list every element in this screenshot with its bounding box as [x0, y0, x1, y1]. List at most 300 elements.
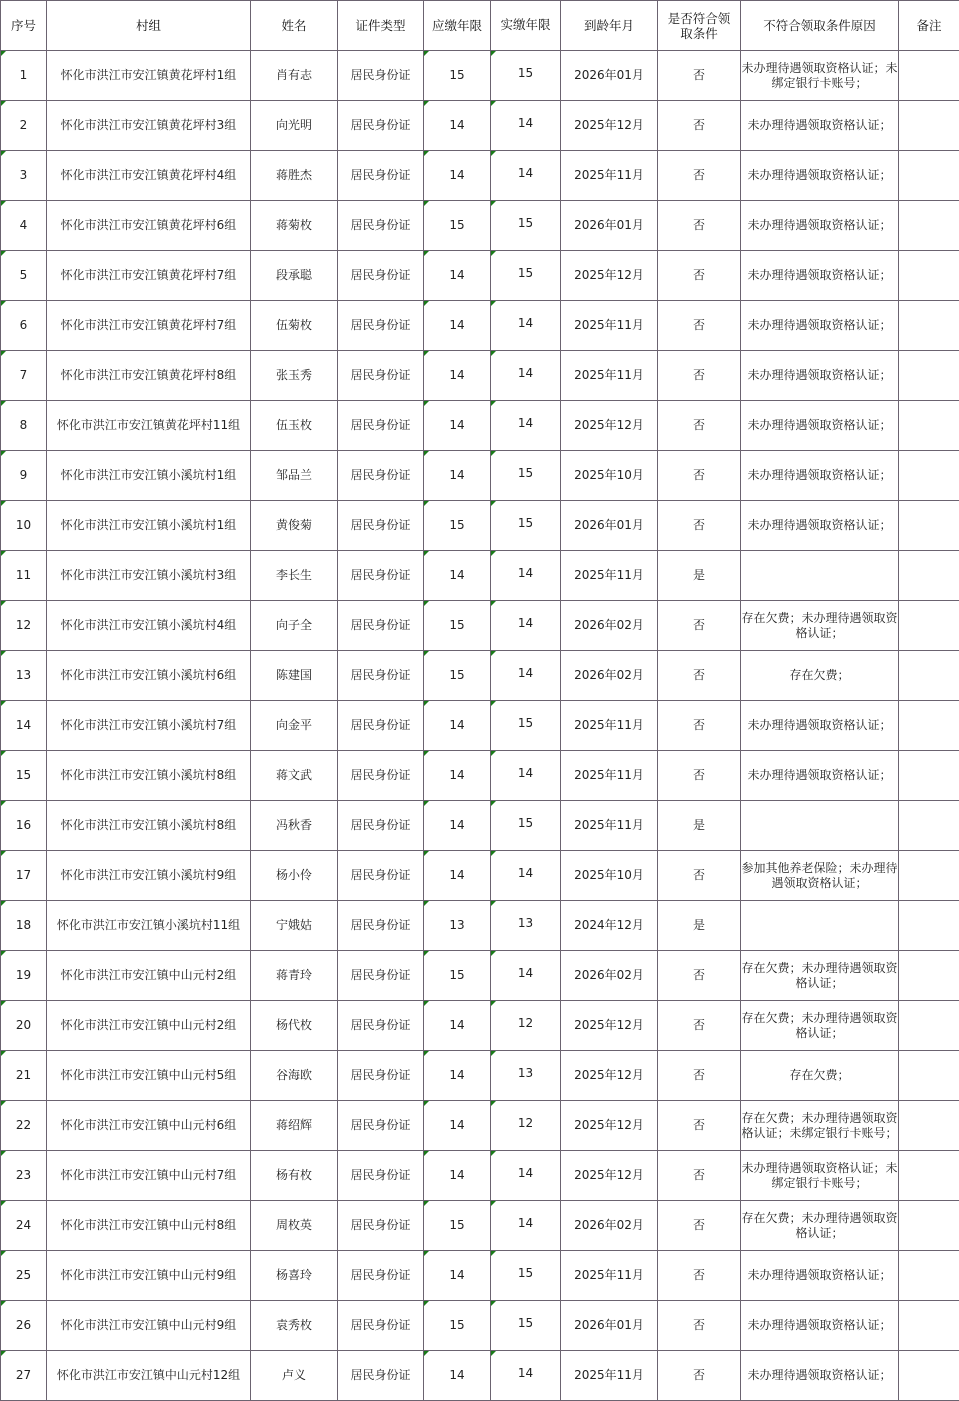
cell-village-group[interactable] — [47, 151, 251, 201]
cell-actual-years[interactable] — [491, 1051, 561, 1101]
cell-actual-years[interactable] — [491, 1201, 561, 1251]
cell-actual-years[interactable] — [491, 651, 561, 701]
cell-actual-years[interactable] — [491, 301, 561, 351]
cell-actual-years[interactable] — [491, 501, 561, 551]
cell-actual-years[interactable] — [491, 51, 561, 101]
error-indicator-icon — [1, 951, 6, 956]
cell-reason[interactable] — [741, 1101, 899, 1151]
cell-village-group[interactable] — [47, 1051, 251, 1101]
cell-remarks[interactable] — [899, 401, 959, 451]
cell-actual-years[interactable] — [491, 201, 561, 251]
cell-name[interactable] — [251, 851, 338, 901]
cell-name[interactable] — [251, 351, 338, 401]
cell-village-group[interactable] — [47, 701, 251, 751]
cell-village-group[interactable] — [47, 551, 251, 601]
cell-eligible-age-date[interactable] — [561, 1001, 658, 1051]
cell-remarks[interactable] — [899, 651, 959, 701]
cell-id-type[interactable] — [338, 601, 424, 651]
cell-name[interactable] — [251, 951, 338, 1001]
header-seq[interactable]: 序号 — [1, 1, 47, 51]
cell-reason[interactable] — [741, 651, 899, 701]
cell-remarks[interactable] — [899, 1001, 959, 1051]
cell-meets-conditions[interactable] — [658, 51, 741, 101]
cell-remarks[interactable] — [899, 1201, 959, 1251]
cell-id-type[interactable] — [338, 401, 424, 451]
cell-seq[interactable] — [1, 951, 47, 1001]
cell-village-group[interactable] — [47, 101, 251, 151]
cell-actual-years[interactable] — [491, 751, 561, 801]
cell-remarks[interactable] — [899, 351, 959, 401]
cell-seq[interactable] — [1, 51, 47, 101]
cell-meets-conditions[interactable] — [658, 1151, 741, 1201]
cell-reason[interactable] — [741, 451, 899, 501]
cell-village-group[interactable] — [47, 1351, 251, 1401]
cell-id-type[interactable] — [338, 251, 424, 301]
cell-required-years[interactable] — [424, 51, 491, 101]
cell-seq[interactable] — [1, 1351, 47, 1401]
cell-meets-conditions[interactable] — [658, 801, 741, 851]
cell-seq[interactable] — [1, 601, 47, 651]
cell-seq[interactable] — [1, 551, 47, 601]
cell-reason[interactable] — [741, 201, 899, 251]
required-years-value: 14 — [449, 1268, 465, 1282]
cell-actual-years[interactable] — [491, 1251, 561, 1301]
village-group-value: 怀化市洪江市安江镇小溪坑村8组 — [60, 768, 237, 782]
cell-eligible-age-date[interactable] — [561, 1151, 658, 1201]
cell-reason[interactable] — [741, 351, 899, 401]
cell-reason[interactable] — [741, 601, 899, 651]
cell-eligible-age-date[interactable] — [561, 651, 658, 701]
cell-seq[interactable] — [1, 351, 47, 401]
cell-name[interactable] — [251, 601, 338, 651]
cell-village-group[interactable] — [47, 1251, 251, 1301]
cell-reason[interactable] — [741, 851, 899, 901]
cell-remarks[interactable] — [899, 951, 959, 1001]
cell-seq[interactable] — [1, 751, 47, 801]
header-remarks[interactable]: 备注 — [899, 1, 959, 51]
cell-name[interactable] — [251, 301, 338, 351]
cell-village-group[interactable] — [47, 351, 251, 401]
cell-eligible-age-date[interactable] — [561, 801, 658, 851]
cell-required-years[interactable] — [424, 251, 491, 301]
cell-seq[interactable] — [1, 851, 47, 901]
cell-remarks[interactable] — [899, 851, 959, 901]
cell-village-group[interactable] — [47, 801, 251, 851]
cell-seq[interactable] — [1, 251, 47, 301]
cell-required-years[interactable] — [424, 1001, 491, 1051]
cell-village-group[interactable] — [47, 51, 251, 101]
header-reason[interactable]: 不符合领取条件原因 — [741, 1, 899, 51]
cell-name[interactable] — [251, 251, 338, 301]
cell-seq[interactable] — [1, 801, 47, 851]
cell-meets-conditions[interactable] — [658, 1351, 741, 1401]
cell-village-group[interactable] — [47, 1151, 251, 1201]
cell-id-type[interactable] — [338, 751, 424, 801]
cell-reason[interactable] — [741, 51, 899, 101]
header-id-type[interactable]: 证件类型 — [338, 1, 424, 51]
cell-id-type[interactable] — [338, 851, 424, 901]
cell-reason[interactable] — [741, 401, 899, 451]
cell-eligible-age-date[interactable] — [561, 1301, 658, 1351]
cell-meets-conditions[interactable] — [658, 351, 741, 401]
cell-required-years[interactable] — [424, 1101, 491, 1151]
cell-name[interactable] — [251, 51, 338, 101]
cell-name[interactable] — [251, 651, 338, 701]
cell-id-type[interactable] — [338, 501, 424, 551]
cell-remarks[interactable] — [899, 1151, 959, 1201]
cell-meets-conditions[interactable] — [658, 901, 741, 951]
eligible-age-date-value: 2026年02月 — [574, 618, 644, 632]
cell-seq[interactable] — [1, 701, 47, 751]
cell-reason[interactable] — [741, 801, 899, 851]
cell-name[interactable] — [251, 751, 338, 801]
village-group-value: 怀化市洪江市安江镇小溪坑村6组 — [60, 668, 237, 682]
cell-actual-years[interactable] — [491, 451, 561, 501]
cell-seq[interactable] — [1, 1101, 47, 1151]
cell-remarks[interactable] — [899, 151, 959, 201]
cell-meets-conditions[interactable] — [658, 601, 741, 651]
cell-required-years[interactable] — [424, 451, 491, 501]
cell-eligible-age-date[interactable] — [561, 551, 658, 601]
header-actual-years[interactable]: 实缴年限 — [491, 1, 561, 51]
name-value: 李长生 — [275, 568, 312, 582]
cell-reason[interactable] — [741, 901, 899, 951]
cell-reason[interactable] — [741, 301, 899, 351]
cell-reason[interactable] — [741, 1201, 899, 1251]
cell-meets-conditions[interactable] — [658, 1001, 741, 1051]
cell-meets-conditions[interactable] — [658, 651, 741, 701]
cell-village-group[interactable] — [47, 901, 251, 951]
header-required-years[interactable]: 应缴年限 — [424, 1, 491, 51]
cell-eligible-age-date[interactable] — [561, 351, 658, 401]
cell-eligible-age-date[interactable] — [561, 1101, 658, 1151]
cell-required-years[interactable] — [424, 101, 491, 151]
cell-name[interactable] — [251, 401, 338, 451]
cell-actual-years[interactable] — [491, 851, 561, 901]
cell-eligible-age-date[interactable] — [561, 1051, 658, 1101]
cell-village-group[interactable] — [47, 1201, 251, 1251]
cell-actual-years[interactable] — [491, 801, 561, 851]
cell-seq[interactable] — [1, 1001, 47, 1051]
cell-eligible-age-date[interactable] — [561, 951, 658, 1001]
cell-meets-conditions[interactable] — [658, 251, 741, 301]
cell-id-type[interactable] — [338, 1151, 424, 1201]
cell-remarks[interactable] — [899, 701, 959, 751]
cell-meets-conditions[interactable] — [658, 101, 741, 151]
cell-reason[interactable] — [741, 751, 899, 801]
table-row — [1, 51, 959, 101]
cell-seq[interactable] — [1, 1051, 47, 1101]
cell-eligible-age-date[interactable] — [561, 701, 658, 751]
cell-name[interactable] — [251, 701, 338, 751]
cell-actual-years[interactable] — [491, 1301, 561, 1351]
cell-id-type[interactable] — [338, 951, 424, 1001]
cell-reason[interactable] — [741, 501, 899, 551]
cell-id-type[interactable] — [338, 301, 424, 351]
cell-name[interactable] — [251, 1001, 338, 1051]
cell-required-years[interactable] — [424, 401, 491, 451]
cell-remarks[interactable] — [899, 901, 959, 951]
eligible-age-date-value: 2026年01月 — [574, 518, 644, 532]
cell-required-years[interactable] — [424, 1351, 491, 1401]
cell-id-type[interactable] — [338, 351, 424, 401]
cell-required-years[interactable] — [424, 801, 491, 851]
cell-actual-years[interactable] — [491, 1001, 561, 1051]
cell-seq[interactable] — [1, 1301, 47, 1351]
table-row — [1, 351, 959, 401]
cell-actual-years[interactable] — [491, 1351, 561, 1401]
cell-seq[interactable] — [1, 1251, 47, 1301]
cell-eligible-age-date[interactable] — [561, 51, 658, 101]
cell-required-years[interactable] — [424, 651, 491, 701]
cell-reason[interactable] — [741, 1301, 899, 1351]
cell-seq[interactable] — [1, 651, 47, 701]
cell-id-type[interactable] — [338, 201, 424, 251]
cell-name[interactable] — [251, 1251, 338, 1301]
cell-reason[interactable] — [741, 1351, 899, 1401]
cell-required-years[interactable] — [424, 501, 491, 551]
cell-eligible-age-date[interactable] — [561, 1201, 658, 1251]
cell-required-years[interactable] — [424, 751, 491, 801]
cell-remarks[interactable] — [899, 301, 959, 351]
cell-name[interactable] — [251, 151, 338, 201]
cell-meets-conditions[interactable] — [658, 951, 741, 1001]
cell-name[interactable] — [251, 551, 338, 601]
cell-reason[interactable] — [741, 551, 899, 601]
cell-remarks[interactable] — [899, 1351, 959, 1401]
cell-village-group[interactable] — [47, 951, 251, 1001]
cell-meets-conditions[interactable] — [658, 751, 741, 801]
cell-village-group[interactable] — [47, 651, 251, 701]
cell-village-group[interactable] — [47, 1101, 251, 1151]
cell-reason[interactable] — [741, 1151, 899, 1201]
cell-required-years[interactable] — [424, 1201, 491, 1251]
cell-meets-conditions[interactable] — [658, 401, 741, 451]
cell-eligible-age-date[interactable] — [561, 601, 658, 651]
cell-meets-conditions[interactable] — [658, 551, 741, 601]
cell-remarks[interactable] — [899, 1251, 959, 1301]
cell-seq[interactable] — [1, 201, 47, 251]
cell-meets-conditions[interactable] — [658, 501, 741, 551]
cell-village-group[interactable] — [47, 1001, 251, 1051]
cell-remarks[interactable] — [899, 1051, 959, 1101]
meets-conditions-value: 否 — [692, 118, 705, 132]
cell-village-group[interactable] — [47, 251, 251, 301]
cell-eligible-age-date[interactable] — [561, 101, 658, 151]
cell-actual-years[interactable] — [491, 951, 561, 1001]
actual-years-value: 14 — [517, 1366, 534, 1380]
cell-seq[interactable] — [1, 1201, 47, 1251]
cell-meets-conditions[interactable] — [658, 301, 741, 351]
cell-id-type[interactable] — [338, 451, 424, 501]
cell-reason[interactable] — [741, 701, 899, 751]
cell-required-years[interactable] — [424, 351, 491, 401]
cell-meets-conditions[interactable] — [658, 151, 741, 201]
cell-remarks[interactable] — [899, 51, 959, 101]
cell-meets-conditions[interactable] — [658, 851, 741, 901]
seq-value: 10 — [15, 518, 32, 532]
cell-meets-conditions[interactable] — [658, 1051, 741, 1101]
cell-reason[interactable] — [741, 251, 899, 301]
cell-name[interactable] — [251, 1301, 338, 1351]
cell-id-type[interactable] — [338, 1051, 424, 1101]
cell-seq[interactable] — [1, 901, 47, 951]
cell-remarks[interactable] — [899, 101, 959, 151]
cell-remarks[interactable] — [899, 801, 959, 851]
cell-required-years[interactable] — [424, 951, 491, 1001]
cell-id-type[interactable] — [338, 651, 424, 701]
cell-village-group[interactable] — [47, 451, 251, 501]
cell-name[interactable] — [251, 801, 338, 851]
cell-eligible-age-date[interactable] — [561, 1251, 658, 1301]
cell-remarks[interactable] — [899, 601, 959, 651]
cell-remarks[interactable] — [899, 1101, 959, 1151]
cell-eligible-age-date[interactable] — [561, 201, 658, 251]
cell-id-type[interactable] — [338, 1251, 424, 1301]
cell-seq[interactable] — [1, 1151, 47, 1201]
cell-required-years[interactable] — [424, 1151, 491, 1201]
cell-actual-years[interactable] — [491, 251, 561, 301]
cell-name[interactable] — [251, 201, 338, 251]
cell-id-type[interactable] — [338, 1001, 424, 1051]
cell-required-years[interactable] — [424, 1051, 491, 1101]
seq-value: 23 — [15, 1168, 32, 1182]
cell-remarks[interactable] — [899, 1301, 959, 1351]
header-name[interactable]: 姓名 — [251, 1, 338, 51]
cell-reason[interactable] — [741, 1251, 899, 1301]
cell-required-years[interactable] — [424, 301, 491, 351]
cell-actual-years[interactable] — [491, 901, 561, 951]
cell-reason[interactable] — [741, 151, 899, 201]
cell-name[interactable] — [251, 901, 338, 951]
cell-reason[interactable] — [741, 951, 899, 1001]
cell-required-years[interactable] — [424, 1251, 491, 1301]
cell-meets-conditions[interactable] — [658, 201, 741, 251]
cell-eligible-age-date[interactable] — [561, 451, 658, 501]
cell-actual-years[interactable] — [491, 601, 561, 651]
cell-id-type[interactable] — [338, 1201, 424, 1251]
cell-village-group[interactable] — [47, 851, 251, 901]
cell-remarks[interactable] — [899, 201, 959, 251]
cell-seq[interactable] — [1, 501, 47, 551]
cell-eligible-age-date[interactable] — [561, 251, 658, 301]
cell-remarks[interactable] — [899, 751, 959, 801]
cell-name[interactable] — [251, 451, 338, 501]
cell-actual-years[interactable] — [491, 1151, 561, 1201]
cell-actual-years[interactable] — [491, 401, 561, 451]
cell-actual-years[interactable] — [491, 101, 561, 151]
cell-eligible-age-date[interactable] — [561, 1351, 658, 1401]
cell-eligible-age-date[interactable] — [561, 851, 658, 901]
cell-remarks[interactable] — [899, 251, 959, 301]
error-indicator-icon — [491, 51, 496, 56]
cell-remarks[interactable] — [899, 551, 959, 601]
cell-required-years[interactable] — [424, 701, 491, 751]
cell-seq[interactable] — [1, 151, 47, 201]
cell-meets-conditions[interactable] — [658, 451, 741, 501]
cell-reason[interactable] — [741, 101, 899, 151]
cell-id-type[interactable] — [338, 1301, 424, 1351]
header-village-group[interactable]: 村组 — [47, 1, 251, 51]
cell-actual-years[interactable] — [491, 151, 561, 201]
cell-eligible-age-date[interactable] — [561, 901, 658, 951]
cell-remarks[interactable] — [899, 451, 959, 501]
cell-id-type[interactable] — [338, 551, 424, 601]
cell-required-years[interactable] — [424, 851, 491, 901]
cell-village-group[interactable] — [47, 501, 251, 551]
cell-eligible-age-date[interactable] — [561, 401, 658, 451]
cell-eligible-age-date[interactable] — [561, 751, 658, 801]
cell-meets-conditions[interactable] — [658, 701, 741, 751]
cell-required-years[interactable] — [424, 151, 491, 201]
cell-meets-conditions[interactable] — [658, 1301, 741, 1351]
cell-actual-years[interactable] — [491, 351, 561, 401]
cell-meets-conditions[interactable] — [658, 1251, 741, 1301]
cell-id-type[interactable] — [338, 151, 424, 201]
cell-eligible-age-date[interactable] — [561, 501, 658, 551]
cell-seq[interactable] — [1, 451, 47, 501]
cell-eligible-age-date[interactable] — [561, 301, 658, 351]
cell-id-type[interactable] — [338, 101, 424, 151]
header-eligible-age-date[interactable]: 到龄年月 — [561, 1, 658, 51]
cell-id-type[interactable] — [338, 51, 424, 101]
cell-required-years[interactable] — [424, 1301, 491, 1351]
cell-required-years[interactable] — [424, 601, 491, 651]
cell-village-group[interactable] — [47, 601, 251, 651]
cell-name[interactable] — [251, 501, 338, 551]
cell-name[interactable] — [251, 1351, 338, 1401]
error-indicator-icon — [1, 701, 6, 706]
cell-id-type[interactable] — [338, 1351, 424, 1401]
cell-actual-years[interactable] — [491, 551, 561, 601]
cell-required-years[interactable] — [424, 201, 491, 251]
cell-name[interactable] — [251, 1051, 338, 1101]
error-indicator-icon — [424, 1201, 429, 1206]
error-indicator-icon — [1, 1351, 6, 1356]
cell-meets-conditions[interactable] — [658, 1201, 741, 1251]
cell-remarks[interactable] — [899, 501, 959, 551]
cell-seq[interactable] — [1, 401, 47, 451]
error-indicator-icon — [491, 401, 496, 406]
cell-village-group[interactable] — [47, 301, 251, 351]
cell-name[interactable] — [251, 101, 338, 151]
cell-id-type[interactable] — [338, 701, 424, 751]
cell-required-years[interactable] — [424, 901, 491, 951]
cell-actual-years[interactable] — [491, 701, 561, 751]
cell-village-group[interactable] — [47, 751, 251, 801]
cell-reason[interactable] — [741, 1051, 899, 1101]
cell-reason[interactable] — [741, 1001, 899, 1051]
header-meets-conditions[interactable]: 是否符合领取条件 — [658, 1, 741, 51]
cell-village-group[interactable] — [47, 401, 251, 451]
cell-id-type[interactable] — [338, 901, 424, 951]
cell-name[interactable] — [251, 1101, 338, 1151]
seq-value: 27 — [15, 1368, 32, 1382]
cell-village-group[interactable] — [47, 201, 251, 251]
cell-id-type[interactable] — [338, 1101, 424, 1151]
cell-actual-years[interactable] — [491, 1101, 561, 1151]
cell-required-years[interactable] — [424, 551, 491, 601]
cell-meets-conditions[interactable] — [658, 1101, 741, 1151]
cell-eligible-age-date[interactable] — [561, 151, 658, 201]
cell-name[interactable] — [251, 1151, 338, 1201]
cell-seq[interactable] — [1, 101, 47, 151]
cell-name[interactable] — [251, 1201, 338, 1251]
cell-village-group[interactable] — [47, 1301, 251, 1351]
reason-value: 未办理待遇领取资格认证； — [747, 268, 892, 282]
cell-seq[interactable] — [1, 301, 47, 351]
cell-id-type[interactable] — [338, 801, 424, 851]
